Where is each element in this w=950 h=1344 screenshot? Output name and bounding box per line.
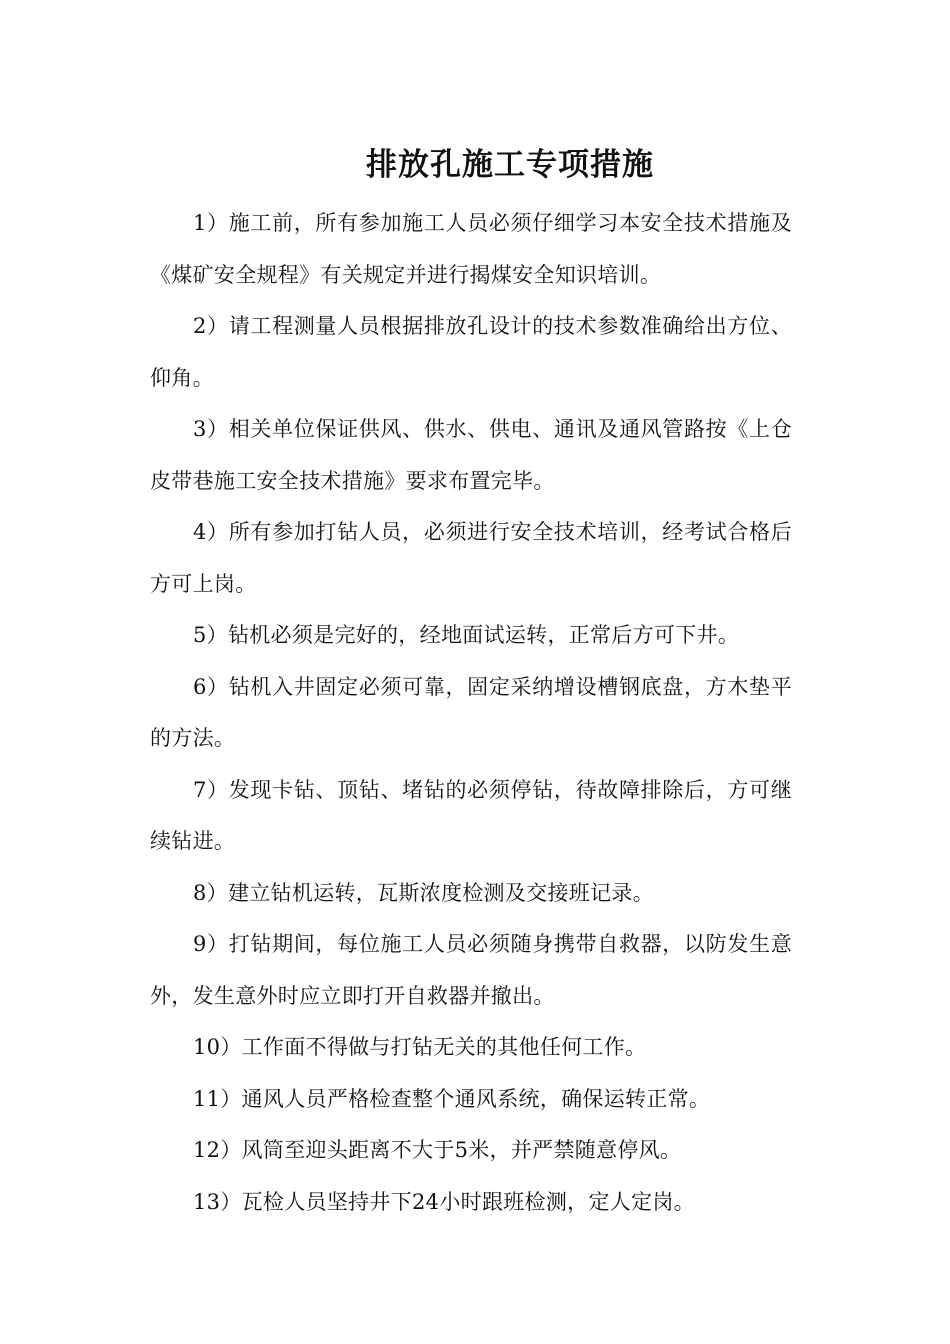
paragraph-9: 9）打钻期间，每位施工人员必须随身携带自救器，以防发生意外，发生意外时应立即打开自救器并撤出。 [150,932,792,1008]
paragraph-7: 7）发现卡钻、顶钻、堵钻的必须停钻，待故障排除后，方可继续钻进。 [150,777,792,853]
paragraph-1: 1）施工前，所有参加施工人员必须仔细学习本安全技术措施及《煤矿安全规程》有关规定并进行揭煤安全知识培训。 [150,211,792,287]
paragraph-5: 5）钻机必须是完好的，经地面试运转，正常后方可下井。 [193,623,740,647]
paragraph-11: 11）通风人员严格检查整个通风系统，确保运转正常。 [193,1086,711,1111]
paragraph-12: 12）风筒至迎头距离不大于5米，并严禁随意停风。 [193,1138,682,1162]
paragraph-3: 3）相关单位保证供风、供水、供电、通讯及通风管路按《上仓皮带巷施工安全技术措施》要求布置完毕。 [150,417,792,493]
paragraph-2: 2）请工程测量人员根据排放孔设计的技术参数准确给出方位、仰角。 [150,314,792,390]
paragraph-8: 8）建立钻机运转，瓦斯浓度检测及交接班记录。 [193,880,654,905]
paragraph-10: 10）工作面不得做与打钻无关的其他任何工作。 [193,1035,647,1059]
paragraph-13: 13）瓦检人员坚持井下24小时跟班检测，定人定岗。 [193,1189,695,1214]
paragraph-6: 6）钻机入井固定必须可靠，固定采纳增设槽钢底盘，方木垫平的方法。 [150,674,792,750]
paragraph-4: 4）所有参加打钻人员，必须进行安全技术培训，经考试合格后方可上岗。 [150,520,792,596]
document-body [150,198,792,1228]
document-title: 排放孔施工专项措施 [366,146,654,183]
